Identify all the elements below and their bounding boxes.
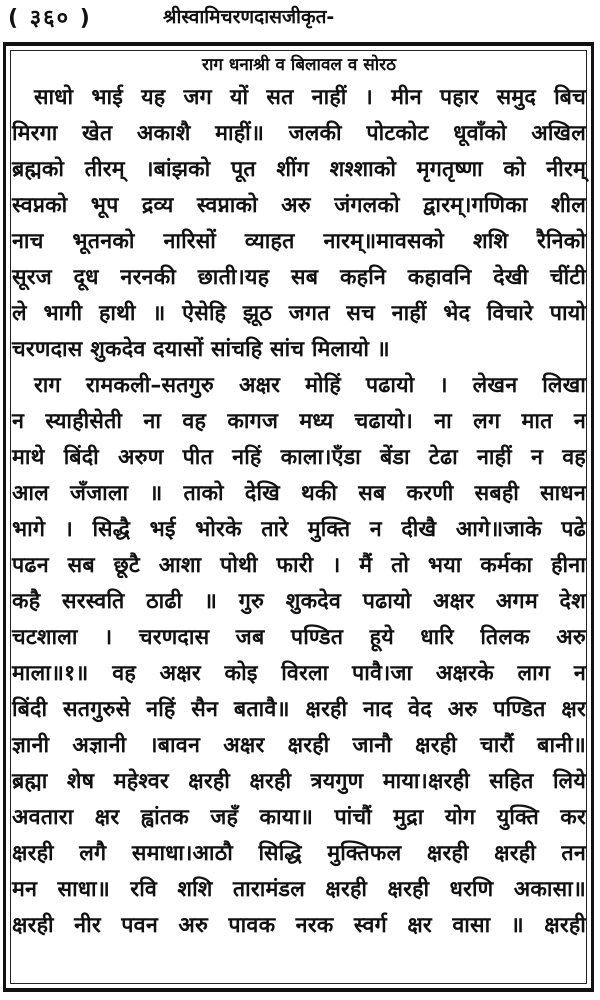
page-body [12, 50, 586, 944]
text-line: बिंदी सतगुरुसे नहिं सैन बतावै॥ क्षरही नाद वेद अरु पण्डित क्षर [12, 697, 586, 722]
text-line: साधो भाई यह जग यों सत नाहीं । मीन पहार समुद बिच [34, 85, 586, 110]
text-line: कहै सरस्वति ठाढी ॥ गुरु शुकदेव पढायो अक्षर अगम देश [12, 589, 586, 614]
text-line: अवतारा क्षर ह्वांतक जहँ काया॥ पांचौं मुद्रा योग युक्ति कर [12, 805, 586, 830]
text-line: माला॥१॥ वह अक्षर कोइ विरला पावै।जा अक्षरके लाग न [12, 661, 586, 686]
text-line: मिरगा खेत अकाशै माहीं॥ जलकी पोटकोट धूवाँको अखिल [12, 121, 586, 146]
text-line: चरणदास शुकदेव दयासों सांचहि सांच मिलायो ॥ [12, 337, 390, 362]
raga-heading: राग धनाश्री व बिलावल व सोरठ [202, 55, 396, 75]
text-line: ब्रह्मको तीरम् ।बांझको पूत शींग शश्शाको मृगतृष्णा को नीरम् [12, 157, 586, 182]
text-line: ज्ञानी अज्ञानी ।बावन अक्षर क्षरही जानौ क्षरही चारौं बानी॥ [12, 733, 586, 758]
text-line: क्षरही नीर पवन अरु पावक नरक स्वर्ग क्षर वासा ॥ क्षरही [12, 913, 586, 938]
text-line: राग रामकली–सतगुरु अक्षर मोहिं पढायो । लेखन लिखा [34, 373, 586, 398]
text-line: स्वप्नको भूप द्रव्य स्वप्नाको अरु जंगलको द्वारम्।गणिका शील [12, 193, 586, 218]
text-line: नाच भूतनको नारिसों व्याहत नारम्॥मावसको शशि रैनिको [12, 229, 586, 254]
text-line: चटशाला । चरणदास जब पण्डित हूये धारि तिलक अरु [12, 625, 586, 650]
text-line: पढन सब छूटै आशा पोथी फारी । मैं तो भया कर्मका हीना [12, 553, 586, 578]
text-line: ब्रह्मा शेष महेश्वर क्षरही क्षरही त्रयगुण माया।क्षरही सहित लिये [12, 769, 586, 794]
text-line: ले भागी हाथी ॥ ऐसेहि झूठ जगत सच नाहीं भेद विचारे पायो [12, 301, 586, 326]
text-line: न स्याहीसेती ना वह कागज मध्य चढायो। ना लग मात न [12, 409, 586, 434]
text-line: सूरज दूध नरनकी छाती।यह सब कहनि कहावनि देखी चींटी [12, 265, 586, 290]
running-header [0, 0, 600, 34]
page-number: ( ३६० ) [8, 6, 92, 31]
text-line: मन साधा॥ रवि शशि तारामंडल क्षरही क्षरही धरणि अकासा॥ [12, 877, 586, 902]
text-line: आल जँजाला ॥ ताको देखि थकी सब करणी सबही साधन [12, 481, 586, 506]
text-line: भागे । सिद्धै भई भोरके तारे मुक्ति न दीखै आगे॥जाके पढे [12, 517, 586, 542]
text-line: माथे बिंदी अरुण पीत नहिं काला।एँडा बेंडा टेढा नाहीं न वह [12, 445, 586, 470]
running-title: श्रीस्वामिचरणदासजीकृत- [163, 6, 335, 28]
text-line: क्षरही लगै समाधा।आठौ सिद्धि मुक्तिफल क्षरही क्षरही तन [12, 841, 586, 866]
